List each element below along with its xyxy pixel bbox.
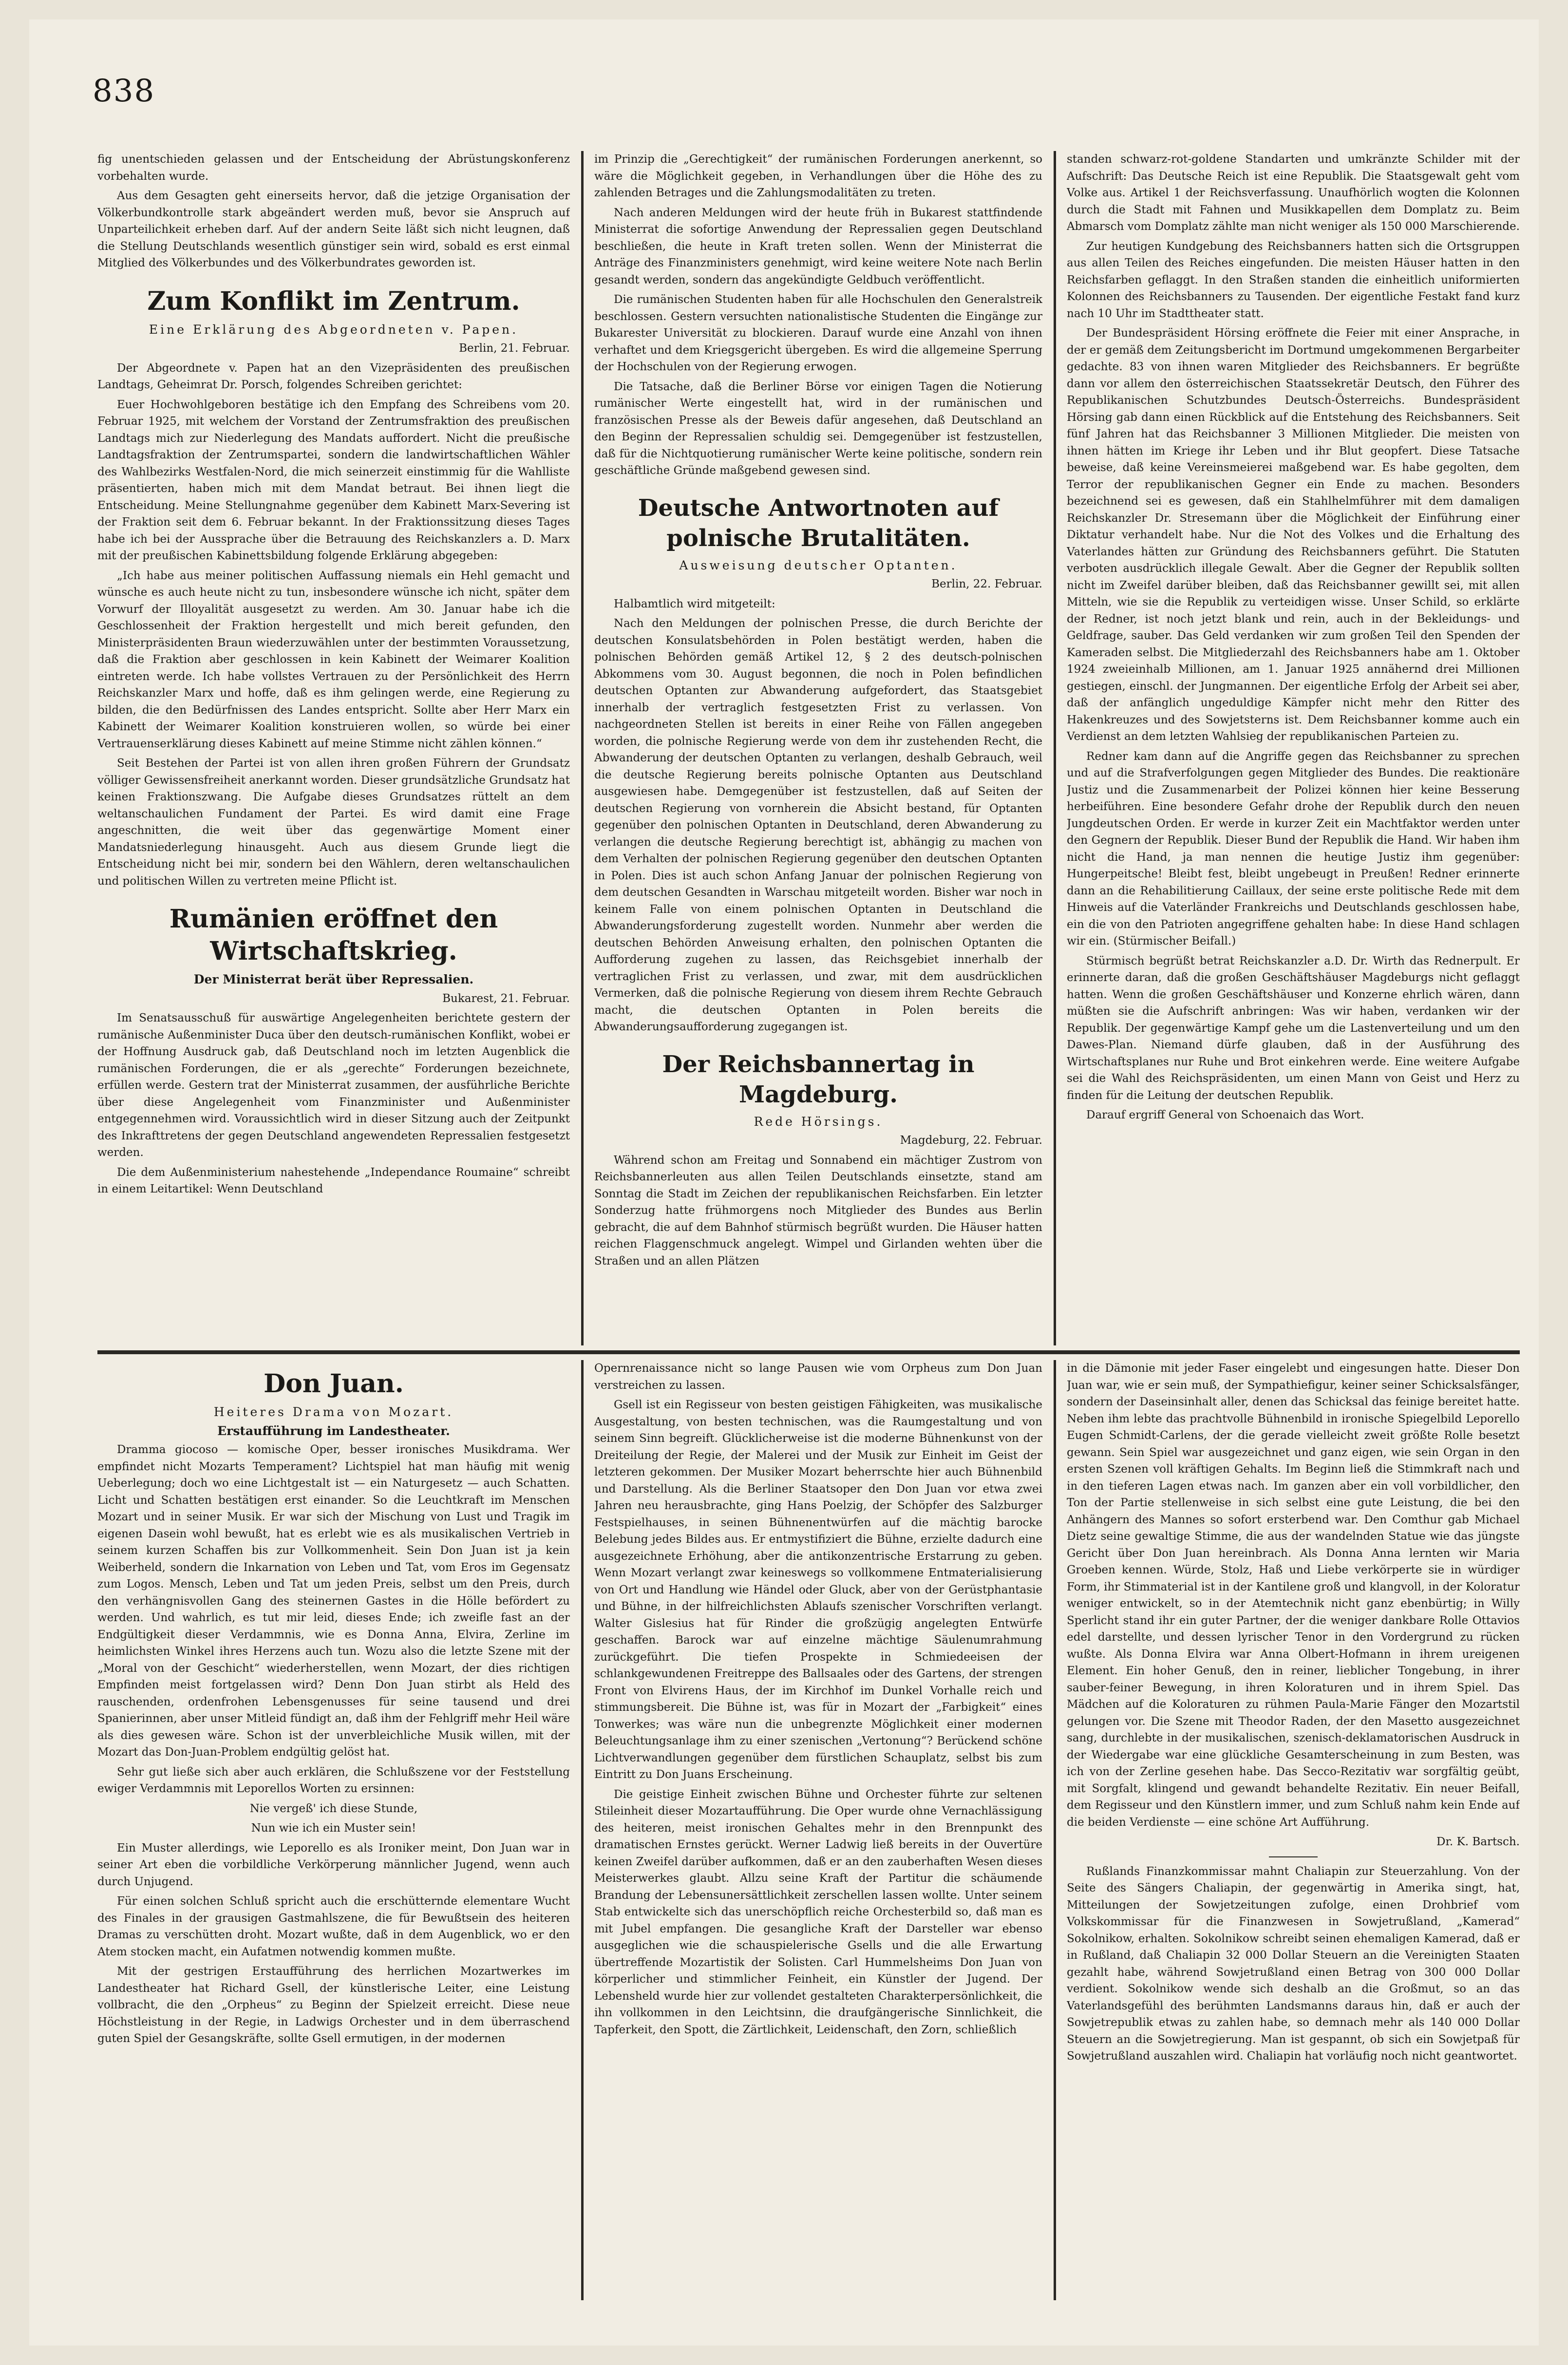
separator-rule — [1269, 1856, 1318, 1857]
feuilleton-column-1 — [97, 1360, 570, 2300]
paragraph: „Ich habe aus meiner politischen Auffassung niemals ein Hehl gemacht und wünsche es auch heute nicht zu tun, insbesondere wünsche ich nicht, später dem Vorwurf der Illoyalität ausgesetzt zu werden. Am 30. Januar habe ich die Geschlossenheit der Fraktion hergestellt und mich bereit gefunden, den Ministerpräsidenten Braun wiederzuwählen unter der bestimmten Voraussetzung, daß die Fraktion aber geschlossen in kein Kabinett der Weimarer Koalition eintreten werde. Ich habe vollstes Vertrauen zu der Persönlichkeit des Herrn Reichskanzler Marx und hoffe, daß es ihm gelingen werde, eine Regierung zu bilden, die den Bedürfnissen des Landes entspricht. Sollte aber Herr Marx ein Kabinett der Weimarer Koalition konstruieren wollen, so würde bei einer Vertrauenserklärung dieses Kabinett auf meine Stimme nicht zählen können.“ — [97, 569, 570, 750]
paragraph: Die rumänischen Studenten haben für alle Hochschulen den Generalstreik beschlossen. Gestern versuchten nationalistische Studenten die Eingänge zur Bukarester Universität zu blockieren. Darauf wurde eine Anzahl von ihnen verhaftet und dem Kriegsgericht übergeben. Es wird die allgemeine Sperrung der Hochschulen von der Regierung erwogen. — [594, 293, 1042, 373]
newspaper-page — [29, 19, 1539, 2346]
article-headline: Zum Konflikt im Zentrum. — [147, 286, 520, 316]
dateline: Bukarest, 21. Februar. — [442, 992, 570, 1005]
paragraph: Euer Hochwohlgeboren bestätige ich den Empfang des Schreibens vom 20. Februar 1925, mit welchem der Vorstand der Zentrumsfraktion des preußischen Landtags mich zur Niederlegung des Mandats auffordert. Nicht die preußische Landtagsfraktion der Zentrumspartei, sondern die landwirtschaftlichen Wähler des Wahlbezirks Westfalen-Nord, die mich seinerzeit einstimmig für die Wahlliste präsentierten, haben mich mit dem Mandat betraut. Bei ihnen liegt die Entscheidung. Meine Stellungnahme gegenüber dem Kabinett Marx-Severing ist der Fraktion seit dem 6. Februar bekannt. In der Fraktionssitzung dieses Tages habe ich bei der Aussprache über die Betrauung des Reichskanzlers a. D. Marx mit der preußischen Kabinettsbildung folgende Erklärung abgegeben: — [97, 398, 570, 562]
review-subheadline: Heiteres Drama von Mozart. — [213, 1405, 454, 1419]
paragraph: Nach anderen Meldungen wird der heute früh in Bukarest stattfindende Ministerrat die sofortige Anwendung der Repressalien gegen Deutschland beschließen, die heute in Kraft treten sollen. Wenn der Ministerrat die Anträge des Finanzministers genehmigt, wird keine weitere Note nach Berlin gesandt werden, sondern das angekündigte Geldbuch veröffentlicht. — [594, 206, 1042, 286]
paragraph: Redner kam dann auf die Angriffe gegen das Reichsbanner zu sprechen und auf die Strafverfolgungen gegen Mitglieder des Bundes. Die reaktionäre Justiz und die Zusammenarbeit der Polizei können hier keine Besserung herbeiführen. Eine besondere Gefahr drohe der Republik durch den neuen Jungdeutschen Orden. Er werde in kurzer Zeit ein Machtfaktor werden unter den Gegnern der Republik. Dieser Bund der Republik die Hand. Wir haben ihm nicht die Hand, ja man nennen die heutige Justiz ihm gegenüber: Hungerpeitsche! Bleibt fest, bleibt ungebeugt in Preußen! Redner erinnerte dann an die Rehabilitierung Caillaux, der seine erste politische Rede mit dem Hinweis auf die Vaterländer Frankreichs und Deutschlands geschlossen habe, ein die von den Patrioten angegriffene gehalten habe: In diese Hand schlagen wir ein. (Stürmischer Beifall.) — [1067, 750, 1520, 947]
paragraph: Die Tatsache, daß die Berliner Börse vor einigen Tagen die Notierung rumänischer Werte eingestellt hat, wird in der rumänischen und französischen Presse als der Beweis dafür angesehen, daß Deutschland an den Beginn der Repressalien schuldig sei. Demgegenüber ist festzustellen, daß für die Nichtquotierung rumänischer Werte keine politische, sondern rein geschäftliche Gründe maßgebend gewesen sind. — [594, 380, 1042, 477]
dateline: Berlin, 21. Februar. — [459, 342, 570, 355]
article-subheadline: Rede Hörsings. — [754, 1114, 883, 1129]
paragraph: Halbamtlich wird mitgeteilt: — [614, 597, 775, 610]
feuilleton-column-3 — [1067, 1360, 1520, 2300]
paragraph: Die dem Außenministerium nahestehende „Independance Roumaine“ schreibt in einem Leitartikel: Wenn Deutschland — [97, 1166, 570, 1195]
paragraph: Gsell ist ein Regisseur von besten geistigen Fähigkeiten, was musikalische Ausgestaltung, von besten technischen, was die Raumgestaltung und von seinem Sinn begreift. Glücklicherweise ist die moderne Bühnenkunst von der Dreiteilung der Regie, der Malerei und der Musik zur Einheit im Geist der letzteren gekommen. Der Musiker Mozart beherrschte hier auch Bühnenbild und Darstellung. Als die Berliner Staatsoper den Don Juan vor etwa zwei Jahren neu herausbrachte, ging Hans Poelzig, der Schöpfer des Salzburger Festspielhauses, in seinen Bühnenentwürfen auf die mächtig barocke Belebung jedes Bildes aus. Er entmystifiziert die Bühne, erzielte dadurch eine ausgezeichnete Erhöhung, aber die antikonzentrische Erstarrung zu geben. Wenn Mozart verlangt zwar keineswegs so vollkommene Entmaterialisierung von Ort und Handlung wie Händel oder Gluck, aber von der Gerüstphantasie und Bühne, in der hilfreichlichsten Ablaufs szenischer Vorschriften verlangt. Walter Gislesius hat für Rinder die großzügig angelegten Entwürfe geschaffen. Barock war auf einzelne mächtige Säulenumrahmung zurückgeführt. Die tiefen Prospekte in Schmiedeeisen der schlankgewundenen Freitreppe des Ballsaales oder des Gartens, der strengen Front von Elvirens Haus, der im Kirchhof im Dunkel Vorhalle reich und stimmungsbereit. Die Bühne ist, was für in Mozart der „Farbigkeit“ eines Tonwerkes; was wäre nun die unbegrenzte Möglichkeit einer modernen Beleuchtungsanlage ihm zu einer szenischen „Vertonung“? Berückend schöne Lichtverwandlungen gegenüber dem fürstlichen Schauplatz, selbst bis zum Eintritt zu Don Juans Erscheinung. — [594, 1399, 1042, 1781]
article-headline: Rumänien eröffnet den Wirtschaftskrieg. — [169, 904, 498, 966]
paragraph: Mit der gestrigen Erstaufführung des herrlichen Mozartwerkes im Landestheater hat Richard Gsell, der künstlerische Leiter, eine Leistung vollbracht, die den „Orpheus“ zu Beginn der Spielzeit erreicht. Diese neue Höchstleistung in der Regie, in Ladwigs Orchester und in dem überraschend guten Spiel der Gesangskräfte, sollte Gsell ermutigen, in der modernen — [97, 1965, 570, 2045]
paragraph: Darauf ergriff General von Schoenaich das Wort. — [1086, 1109, 1364, 1121]
column-2 — [594, 151, 1042, 1344]
column-rule — [581, 151, 584, 1345]
paragraph: Aus dem Gesagten geht einerseits hervor, daß die jetzige Organisation der Völkerbundkontrolle stark abgeändert werden muß, bevor sie Anspruch auf Unparteilichkeit erheben darf. Auf der andern Seite läßt sich nicht leugnen, daß die Stellung Deutschlands wesentlich günstiger sein wird, sobald es erst einmal Mitglied des Völkerbundes und des Völkerbundrates geworden ist. — [97, 189, 570, 269]
paragraph: Der Bundespräsident Hörsing eröffnete die Feier mit einer Ansprache, in der er gemäß dem Zeitungsbericht im Dortmund umgekommenen Bergarbeiter gedachte. 83 von ihnen waren Mitglieder des Reichsbanners. Er begrüßte dann vor allem den österreichischen Staatssekretär Deutsch, den Führer des Republikanischen Schutzbundes Deutsch-Österreichs. Bundespräsident Hörsing gab dann einen Rückblick auf die Entstehung des Reichsbanners. Seit fünf Jahren hat das Reichsbanner 3 Millionen Mitglieder. Die meisten von ihnen hätten im Kriege ihr Leben und ihr Blut geopfert. Diese Tatsache beweise, daß keine Vereinsmeierei maßgebend war. Es habe gegolten, dem Terror der republikanischen Gegner ein Ende zu machen. Besonders bezeichnend sei es gewesen, daß ein Stahlhelmführer mit dem damaligen Reichskanzler Dr. Stresemann über die Möglichkeit der Einführung einer Diktatur verhandelt habe. Nur die Not des Volkes und die Erhaltung des Vaterlandes hätten zur Gründung des Reichsbanners geführt. Die Statuten verboten ausdrücklich illegale Gewalt. Aber die Gegner der Republik sollten nicht im Zweifel darüber bleiben, daß das Reichsbanner gewillt sei, mit allen Mitteln, wie sie die Republik zu verteidigen wisse. Unser Schild, so erklärte der Redner, ist noch jetzt blank und rein, auch in der Bekleidungs- und Geldfrage, sauber. Das Geld verdanken wir zum großen Teil den Spenden der Kameraden selbst. Die Mitgliederzahl des Reichsbanners habe am 1. Oktober 1924 zweieinhalb Millionen, am 1. Januar 1925 annähernd drei Millionen gestiegen, einschl. der Jungmannen. Der eigentliche Erfolg der Arbeit sei aber, daß der anfänglich ungeduldige Kämpfer nicht mehr den Ritter des Hakenkreuzes und des Sowjetsterns ist. Dem Reichsbanner komme auch ein Verdienst an dem letzten Wahlsieg der republikanischen Parteien zu. — [1067, 327, 1520, 743]
dateline: Magdeburg, 22. Februar. — [900, 1134, 1042, 1147]
paragraph: standen schwarz-rot-goldene Standarten und umkränzte Schilder mit der Aufschrift: Das Deutsche Reich ist eine Republik. Die Staatsgewalt geht vom Volke aus. Artikel 1 der Reichsverfassung. Unaufhörlich wogten die Kolonnen durch die Stadt mit Fahnen und Musikkapellen dem Domplatz zu. Beim Abmarsch vom Domplatz zählte man nicht weniger als 150 000 Marschierende. — [1067, 153, 1520, 233]
author-signature: Dr. K. Bartsch. — [1436, 1835, 1520, 1848]
section-divider — [97, 1350, 1520, 1354]
article-subheadline: Der Ministerrat berät über Repressalien. — [193, 972, 474, 986]
paragraph: Der Abgeordnete v. Papen hat an den Vizepräsidenten des preußischen Landtags, Geheimrat Dr. Porsch, folgendes Schreiben gerichtet: — [97, 361, 570, 391]
verse-line: Nun wie ich ein Muster sein! — [251, 1822, 416, 1835]
page-number: 838 — [93, 73, 155, 109]
paragraph: Im Senatsausschuß für auswärtige Angelegenheiten berichtete gestern der rumänische Außenminister Duca über den deutsch-rumänischen Konflikt, wobei er der Hoffnung Ausdruck gab, daß Deutschland noch im letzten Augenblick die rumänischen Forderungen, die er als „gerechte“ Forderungen bezeichnete, erfüllen werde. Gestern trat der Ministerrat zusammen, der ausführliche Berichte über diese Angelegenheit vom Finanzminister und Außenminister entgegennehmen wird. Voraussichtlich wird in dieser Sitzung auch der Zeitpunkt des Inkrafttretens der gegen Deutschland angewendeten Repressalien festgesetzt werden. — [97, 1012, 570, 1159]
paragraph: im Prinzip die „Gerechtigkeit“ der rumänischen Forderungen anerkennt, so wäre die Möglichkeit gegeben, in Verhandlungen über die Höhe des zu zahlenden Betrages und die Zahlungsmodalitäten zu treten. — [594, 153, 1042, 199]
column-3 — [1067, 151, 1520, 1344]
column-1 — [97, 151, 570, 1344]
paragraph: Für einen solchen Schluß spricht auch die erschütternde elementare Wucht des Finales in der grausigen Gastmahlszene, die für Bewußtsein des heiteren Dramas zu verschütten droht. Mozart wußte, daß in dem Augenblick, wo er den Atem stocken macht, ein Aufatmen notwendig kommen mußte. — [97, 1895, 570, 1958]
review-subheadline-2: Erstaufführung im Landestheater. — [217, 1423, 450, 1438]
paragraph: in die Dämonie mit jeder Faser eingelebt und eingesungen hatte. Dieser Don Juan war, wie er sein muß, der Sympathiefigur, keiner seiner Schicksalsfänger, sondern der Daseinsinhalt aller, denen das Schicksal das feinige bereitet hatte. Neben ihm lebte das prachtvolle Bühnenbild in ironische Spiegelbild Leporello Eugen Schmidt-Carlens, der die gerade vielleicht zweit größte Rolle besetzt gewann. Sein Spiel war ausgezeichnet und ganz eigen, wie sein Organ in den ersten Szenen voll kräftigen Gehalts. Im Beginn ließ die Stimmkraft nach und in den tieferen Lagen etwas nach. Im ganzen aber ein voll vorbildlicher, den Ton der Partie stellenweise in sich selbst eine gute Leistung, die bei den Anhängern des Mannes so sofort ersterbend war. Den Comthur gab Michael Dietz seine gewaltige Stimme, die aus der wandelnden Statue wie das jüngste Gericht über Don Juan hereinbrach. Als Donna Anna lernten wir Maria Groeben kennen. Würde, Stolz, Haß und Liebe verkörperte sie in würdiger Form, ihr Stimmaterial ist in der Kantilene groß und klangvoll, in der Koloratur weniger entwickelt, so in der Atemtechnik nicht ganz ebenbürtig; in Willy Sperlicht stand ihr ein guter Partner, der die weniger dankbare Rolle Ottavios edel darstellte, und dessen lyrischer Tenor in den Vordergrund zu rücken wußte. Als Donna Elvira war Anna Olbert-Hofmann in ihrem ureigenen Element. Ein hoher Genuß, den in reiner, lieblicher Tongebung, in ihrer sauber-feiner Bewegung, in ihren Koloraturen und in ihrem Spiel. Das Mädchen auf die Koloraturen zu rühmen Paula-Marie Fänger den Mozartstil gelungen vor. Die Szene mit Theodor Raden, der den Masetto ausgezeichnet sang, durchlebte in der musikalischen, szenisch-deklamatorischen Ausdruck in der Wiedergabe war eine glückliche Gesamterscheinung in zum Besten, was ich von der Zerline gesehen habe. Das Secco-Rezitativ war sorgfältig geübt, mit Sorgfalt, klingend und gewandt behandelte Rezitativ. Ein neuer Beifall, dem Regisseur und den Künstlern immer, und zum Schluß nahm kein Ende auf die beiden Verdienste — eine schöne Art Aufführung. — [1067, 1362, 1520, 1829]
notice-paragraph: Rußlands Finanzkommissar mahnt Chaliapin zur Steuerzahlung. Von der Seite des Sängers Chaliapin, der gegenwärtig in Amerika singt, hat, Mitteilungen der Sowjetzeitungen zufolge, einen Drohbrief vom Volkskommissar für die Finanzwesen in Sowjetrußland, „Kamerad“ Sokolnikow, erhalten. Sokolnikow schreibt seinen ehemaligen Kamerad, daß er in Rußland, daß Chaliapin 32 000 Dollar Steuern an die Vereinigten Staaten gezahlt habe, während Sowjetrußland einen Betrag von 300 000 Dollar verdient. Sokolnikow wende sich deshalb an die Großmut, so an das Vaterlandsgefühl des berühmten Landsmanns daraus hin, daß er auch der Sowjetrepublik etwas zu zahlen habe, so demnach mehr als 140 000 Dollar Steuern an die Sowjetregierung. Man ist gespannt, ob sich ein Sowjetpaß für Sowjetrußland auszahlen wird. Chaliapin hat vorläufig noch nicht geantwortet. — [1067, 1865, 1520, 2062]
feuilleton-column-2 — [594, 1360, 1042, 2300]
review-headline: Don Juan. — [264, 1369, 404, 1399]
verse-line: Nie vergeß' ich diese Stunde, — [249, 1802, 418, 1815]
article-headline: Der Reichsbannertag in Magdeburg. — [662, 1050, 975, 1108]
paragraph: Die geistige Einheit zwischen Bühne und Orchester führte zur seltenen Stileinheit dieser Mozartaufführung. Die Oper wurde ohne Vernachlässigung des heiteren, meist ironischen Gehaltes mehr in den Brennpunkt des dramatischen Ernstes gerückt. Werner Ladwig ließ bereits in der Ouvertüre keinen Zweifel darüber aufkommen, daß er an den zauberhaften Wesen dieses Meisterwerkes glaubt. Allzu seine Kraft der Partitur die schäumende Brandung der Lebensunersättlichkeit zerschellen lassen wollte. Unter seinem Stab entwickelte sich das unerschöpflich reiche Orchesterbild so, daß man es mit Jubel empfangen. Die gesangliche Kraft der Darsteller war ebenso ausgeglichen wie die schauspielerische Gsells und die alle Erwartung übertreffende Mozartistik der Solisten. Carl Hummelsheims Don Juan von körperlicher und stimmlicher Feinheit, ein Künstler der Jugend. Der Lebensheld wurde hier zur vollendet gestalteten Charakterpersönlichkeit, die ihn vollkommen in den Leichtsinn, die draufgängerische Sinnlichkeit, die Tapferkeit, den Spott, die Zärtlichkeit, Leidenschaft, den Zorn, schließlich — [594, 1788, 1042, 2036]
article-subheadline: Eine Erklärung des Abgeordneten v. Papen. — [149, 322, 519, 337]
article-headline: Deutsche Antwortnoten auf polnische Brutalitäten. — [638, 494, 999, 552]
paragraph: Seit Bestehen der Partei ist von allen ihren großen Führern der Grundsatz völliger Gewissensfreiheit anerkannt worden. Dieser grundsätzliche Grundsatz hat keinen Fraktionszwang. Die Aufgabe dieses Grundsatzes rüttelt an dem weltanschaulichen Fundament der Partei. Es wird damit eine Frage angeschnitten, die weit über das gegenwärtige Moment einer Mandatsniederlegung hinausgeht. Auch aus diesem Grunde liegt die Entscheidung nicht bei mir, sondern bei den Wählern, deren weltanschaulichen und politischen Willen zu vertreten meine Pflicht ist. — [97, 757, 570, 888]
paragraph: Zur heutigen Kundgebung des Reichsbanners hatten sich die Ortsgruppen aus allen Teilen des Reiches eingefunden. Die meisten Häuser hatten in den Reichsfarben geflaggt. In den Straßen standen die einheitlich uniformierten Kolonnen des Reichsbanners zu Tausenden. Der eigentliche Festakt fand kurz nach 10 Uhr im Stadttheater statt. — [1067, 240, 1520, 320]
column-rule — [581, 1360, 584, 2300]
paragraph: Dramma giocoso — komische Oper, besser ironisches Musikdrama. Wer empfindet nicht Mozarts Temperament? Lichtspiel hat man häufig mit wenig Ueberlegung; doch wo eine Lichtgestalt ist — ein Naturgesetz — auch Schatten. Licht und Schatten bestätigen erst einander. So die Leuchtkraft im Menschen Mozart und in seiner Musik. Er war sich der Mischung von Lust und Tragik im eigenen Dasein wohl bewußt, hat es erlebt wie es als musikalischen Vertrieb in seinem kurzen Schaffen bis zur Vollkommenheit. Sein Don Juan ist ja kein Weiberheld, sondern die Inkarnation von Leben und Tat, vom Eros im Gegensatz zum Logos. Mensch, Leben und Tat um jeden Preis, selbst um den Preis, durch den verhängnisvollen Gang des steinernen Gastes in die Hölle befördert zu werden. Und wahrlich, es tut mir leid, dieses Ende; ich zweifle fast an der Endgültigkeit dieser Verdammnis, wie es Donna Anna, Elvira, Zerline im heimlichsten Winkel ihres Herzens auch tun. Wozu also die letzte Szene mit der „Moral von der Geschicht“ wiederherstellen, wenn Mozart, der dies richtigen Empfinden meist fortgelassen wird? Denn Don Juan stirbt als Held des rauschenden, ordenfrohen Lebensgenusses für seine tausend und drei Spanierinnen, aber unser Mitleid fündigt an, daß ihm der Fehlgriff mehr Heil wäre als dies gewesen wäre. Schon ist der unverbleichliche Musik willen, mit der Mozart das Don-Juan-Problem endgültig gelöst hat. — [97, 1443, 570, 1759]
dateline: Berlin, 22. Februar. — [931, 578, 1042, 590]
paragraph: Während schon am Freitag und Sonnabend ein mächtiger Zustrom von Reichsbannerleuten aus allen Teilen Deutschlands einsetzte, stand am Sonntag die Stadt im Zeichen der republikanischen Reichsfarben. Ein letzter Sonderzug hatte frühmorgens noch Mitglieder des Bundes aus Berlin gebracht, die auf dem Bahnhof stürmisch begrüßt wurden. Die Häuser hatten reichen Flaggenschmuck angelegt. Wimpel und Girlanden wehten über die Straßen und an allen Plätzen — [594, 1154, 1042, 1268]
paragraph: Opernrenaissance nicht so lange Pausen wie vom Orpheus zum Don Juan verstreichen zu lassen. — [594, 1362, 1042, 1392]
paragraph: Ein Muster allerdings, wie Leporello es als Ironiker meint, Don Juan war in seiner Art eben die vorbildliche Verkörperung männlicher Jugend, wenn auch durch Unjugend. — [97, 1841, 570, 1888]
column-rule — [1054, 151, 1056, 1345]
article-subheadline: Ausweisung deutscher Optanten. — [679, 558, 958, 572]
paragraph: Sehr gut ließe sich aber auch erklären, die Schlußszene vor der Feststellung ewiger Verdammnis mit Leporellos Worten zu ersinnen: — [97, 1765, 570, 1795]
column-rule — [1054, 1360, 1056, 2300]
paragraph: Stürmisch begrüßt betrat Reichskanzler a.D. Dr. Wirth das Rednerpult. Er erinnerte daran, daß die großen Geschäftshäuser Magdeburgs nicht geflaggt hatten. Wenn die großen Geschäftshäuser und Konzerne ehrlich wären, dann müßten sie die Aufschrift anbringen: Was wir haben, verdanken wir der Republik. Der gegenwärtige Kampf gehe um die Lastenverteilung und um den Dawes-Plan. Niemand dürfe glauben, daß in der Ausführung des Wirtschaftsplanes nur Ruhe und Brot einkehren werde. Eine weitere Aufgabe sei die Wahl des Reichspräsidenten, um einen Mann von Geist und Herz zu finden für die Leitung der deutschen Republik. — [1067, 954, 1520, 1102]
paragraph: fig unentschieden gelassen und der Entscheidung der Abrüstungskonferenz vorbehalten wurde. — [97, 153, 570, 183]
paragraph: Nach den Meldungen der polnischen Presse, die durch Berichte der deutschen Konsulatsbehörden in Polen bestätigt werden, haben die polnischen Behörden gemäß Artikel 12, § 2 des deutsch-polnischen Abkommens vom 30. August begonnen, die noch in Polen befindlichen deutschen Optanten zur Abwanderung aufgefordert, das Staatsgebiet innerhalb der vertraglich festgesetzten Frist zu verlassen. Von nachgeordneten Stellen ist bereits in einer Reihe von Fällen angegeben worden, die polnische Regierung werde von dem ihr zustehenden Recht, die Abwanderung der deutschen Optanten zu verlangen, deshalb Gebrauch, weil die deutsche Regierung bereits polnische Optanten aus Deutschland ausgewiesen habe. Demgegenüber ist festzustellen, daß auf Seiten der deutschen Regierung von vornherein die Absicht bestand, für Optanten gegenüber den polnischen Optanten in Deutschland, deren Abwanderung zu verlangen die deutsche Regierung berechtigt ist, abhängig zu machen von dem Verhalten der polnischen Regierung gegenüber den deutschen Optanten in Polen. Dies ist auch schon Anfang Januar der polnischen Regierung von dem deutschen Gesandten in Warschau mitgeteilt worden. Bisher war noch in keinem Falle von einem polnischen Optanten in Deutschland die Abwanderungsforderung zugestellt worden. Nunmehr aber werden die deutschen Behörden Anweisung erhalten, den polnischen Optanten die Aufforderung zugehen zu lassen, das Reichsgebiet innerhalb der vertraglichen Frist zu verlassen, und zwar, mit dem ausdrücklichen Vermerken, daß die polnische Regierung von diesem ihrem Rechte Gebrauch macht, die deutschen Optanten in Polen bereits die Abwanderungsaufforderung zugegangen ist. — [594, 617, 1042, 1033]
